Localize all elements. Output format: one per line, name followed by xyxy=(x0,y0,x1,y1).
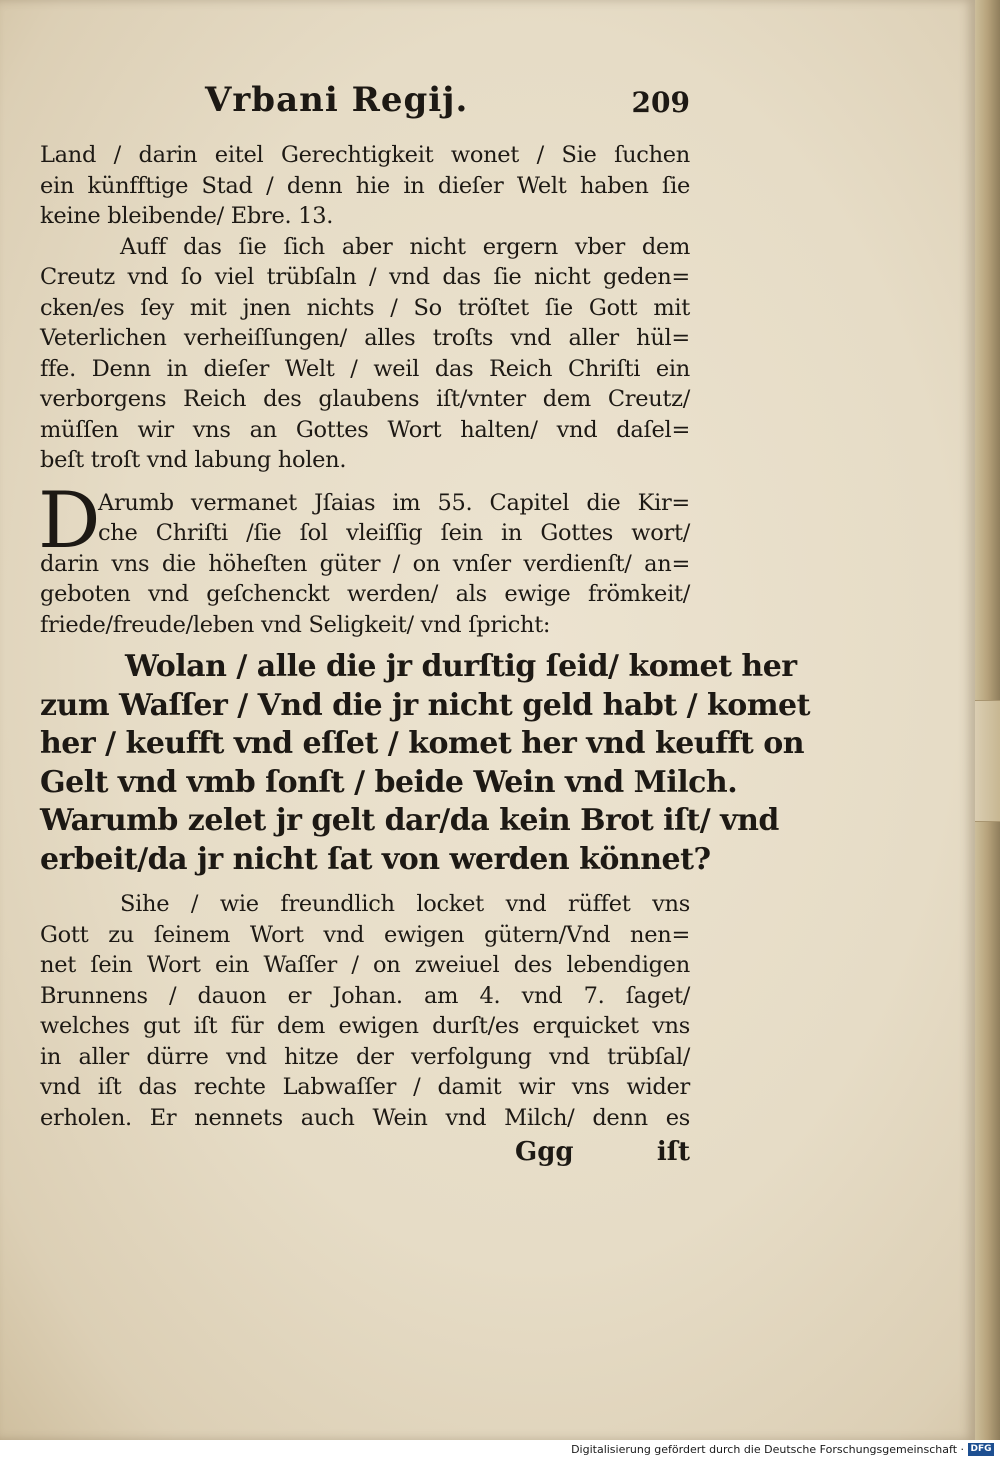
paragraph-2 xyxy=(40,232,690,476)
text-line: Arumb vermanet Jſaias im 55. Capitel die Kir= xyxy=(98,489,690,516)
text-line: beſt troſt vnd labung holen. xyxy=(40,447,347,473)
paragraph-1 xyxy=(40,140,690,232)
text-line: Creutz vnd ſo viel trübſaln / vnd das ſie nicht geden= xyxy=(40,264,690,290)
quote-line: Gelt vnd vmb ſonſt / beide Wein vnd Milch. xyxy=(40,764,738,800)
text-line: Veterlichen verheiſſungen/ alles troſts vnd aller hül= xyxy=(40,325,690,351)
catchword: iſt xyxy=(656,1137,690,1167)
text-line: Gott zu ſeinem Wort vnd ewigen gütern/Vnd nen= xyxy=(40,921,690,948)
dfg-logo: DFG xyxy=(968,1443,994,1456)
text-line: net ſein Wort ein Waſſer / on zweiuel des lebendigen xyxy=(40,952,690,978)
funding-credit: Digitalisierung gefördert durch die Deutsche Forschungsgemeinschaft · xyxy=(571,1443,964,1456)
text-line: Brunnens / dauon er Johan. am 4. vnd 7. ſaget/ xyxy=(40,982,690,1009)
text-line: Sihe / wie freundlich locket vnd rüffet vns xyxy=(120,891,690,917)
text-line: che Chriſti /ſie ſol vleiſſig ſein in Gottes wort/ xyxy=(98,520,690,546)
signature-mark: Ggg xyxy=(515,1137,574,1167)
quote-line: Wolan / alle die jr durſtig ſeid/ komet her xyxy=(125,649,797,684)
text-line: ein künfftige Stad / denn hie in dieſer Welt haben ſie xyxy=(40,172,690,199)
page-footer-line xyxy=(515,1137,690,1171)
text-line: Land / darin eitel Gerechtigkeit wonet / Sie ſuchen xyxy=(40,142,690,168)
text-line: Auff das ſie ſich aber nicht ergern vber dem xyxy=(120,233,690,260)
paragraph-3 xyxy=(38,475,690,641)
quote-line: her / keufft vnd eſſet / komet her vnd keufft on xyxy=(40,726,805,761)
text-line: vnd iſt das rechte Labwaſſer / damit wir vns wider xyxy=(40,1074,690,1100)
page-header xyxy=(40,80,690,140)
text-line: friede/freude/leben vnd Seligkeit/ vnd ſpricht: xyxy=(40,611,551,638)
text-line: cken/es ſey mit jnen nichts / So tröſtet ſie Gott mit xyxy=(40,294,690,321)
text-line: verborgens Reich des glaubens iſt/vnter dem Creutz/ xyxy=(40,386,690,412)
drop-cap: D xyxy=(38,475,101,566)
text-block xyxy=(38,80,811,1133)
text-line: keine bleibende/ Ebre. 13. xyxy=(40,203,334,229)
text-line: erholen. Er nennets auch Wein vnd Milch/ denn es xyxy=(40,1104,690,1131)
text-line: welches gut iſt für dem ewigen durſt/es erquicket vns xyxy=(40,1013,690,1039)
quote-line: erbeit/da jr nicht ſat von werden könnet? xyxy=(40,841,711,877)
text-line: müſſen wir vns an Gottes Wort halten/ vnd daſel= xyxy=(40,416,690,443)
scripture-quote xyxy=(40,648,811,879)
text-line: darin vns die höheſten güter / on vnſer verdienſt/ an= xyxy=(40,550,690,577)
page-number: 209 xyxy=(631,86,690,119)
text-line: in aller dürre vnd hitze der verfolgung vnd trübſal/ xyxy=(40,1043,690,1070)
quote-line: Warumb zelet jr gelt dar/da kein Brot iſt/ vnd xyxy=(40,803,779,838)
digitization-footer xyxy=(0,1440,1000,1460)
text-line: geboten vnd geſchenckt werden/ als ewige frömkeit/ xyxy=(40,581,690,607)
paragraph-4 xyxy=(40,889,690,1133)
text-line: ffe. Denn in dieſer Welt / weil das Reich Chriſti ein xyxy=(40,355,690,382)
quote-line: zum Waſſer / Vnd die jr nicht geld habt / komet xyxy=(40,687,811,723)
running-head: Vrbani Regij. xyxy=(205,80,469,120)
